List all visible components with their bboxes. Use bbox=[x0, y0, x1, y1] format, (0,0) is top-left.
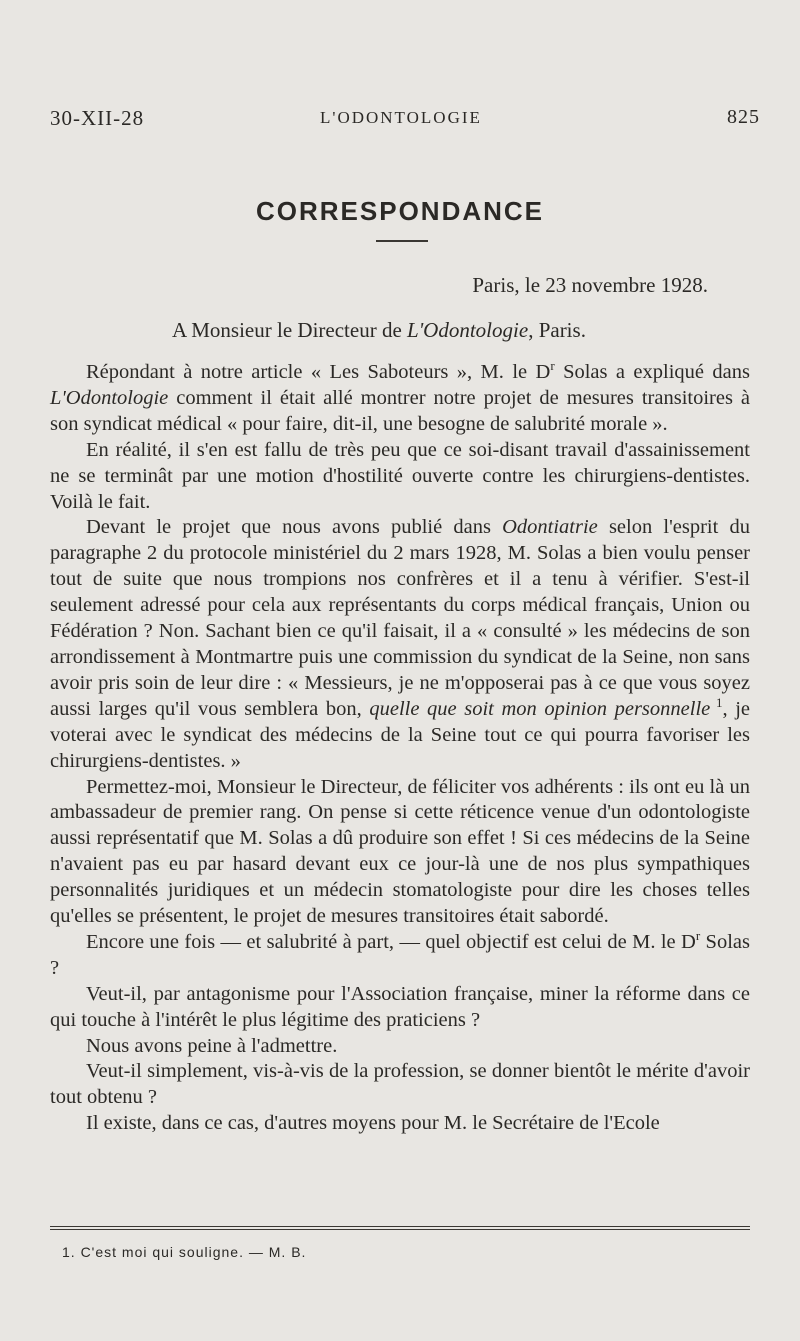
paragraph-6: Veut-il, par antagonisme pour l'Association française, miner la réforme dans ce qui touche à l'intérêt le plus légitime des praticiens ? bbox=[50, 982, 750, 1031]
paragraph-7: Nous avons peine à l'admettre. bbox=[86, 1034, 338, 1057]
paragraph-4: Permettez-moi, Monsieur le Directeur, de féliciter vos adhérents : ils ont eu là un ambassadeur de premier rang. On pense si cette réticence venue d'un odontologiste aussi représentatif que M. Solas a dû produire son effet ! Si ces médecins de la Seine n'avaient pas eu par hasard devant eux ce jour-là une de nos plus sympathiques personnalités juridiques et un médecin stomatologiste pour dire les choses telles qu'elles se présentent, le projet de mesures transitoires était sabordé. bbox=[50, 775, 750, 928]
title-divider bbox=[376, 240, 428, 242]
paragraph-text: , je voterai avec le syndicat des médecins de la Seine tout ce qui pourra favoriser les chirurgiens-dentistes. » bbox=[50, 697, 751, 772]
paragraph-2: En réalité, il s'en est fallu de très peu que ce soi-disant travail d'assainissement ne se terminât par une motion d'hostilité ouverte contre les chirurgiens-dentistes. Voilà le fait. bbox=[50, 438, 750, 513]
salutation-prefix: A Monsieur le Directeur de bbox=[172, 318, 408, 342]
salutation bbox=[172, 318, 586, 343]
paragraph-5 bbox=[50, 930, 750, 982]
paragraph-text: Solas ? bbox=[50, 930, 750, 979]
page-number: 825 bbox=[727, 106, 760, 128]
emphasized-quote: quelle que soit mon opinion personnelle bbox=[369, 697, 711, 720]
paragraph-text: comment il était allé montrer notre projet de mesures transitoires à son syndicat médical « pour faire, dit-il, une besogne de salubrité morale ». bbox=[50, 386, 750, 435]
letter-body bbox=[50, 360, 750, 1137]
paragraph-8: Veut-il simplement, vis-à-vis de la profession, se donner bientôt le mérite d'avoir tout obtenu ? bbox=[50, 1060, 750, 1109]
footnote: 1. C'est moi qui souligne. — M. B. bbox=[62, 1244, 307, 1260]
paragraph-text: Répondant à notre article « Les Saboteurs », M. le D bbox=[86, 361, 551, 383]
italic-title: L'Odontologie bbox=[50, 386, 169, 409]
paragraph-text: Devant le projet que nous avons publié dans bbox=[86, 516, 503, 539]
journal-name: L'ODONTOLOGIE bbox=[320, 108, 482, 127]
paragraph-3 bbox=[50, 515, 750, 774]
superscript: r bbox=[550, 358, 555, 374]
paragraph-text: Solas a expliqué dans bbox=[554, 361, 750, 383]
footnote-divider bbox=[50, 1229, 750, 1230]
paragraph-text: selon l'esprit du paragraphe 2 du protocole ministériel du 2 mars 1928, M. Solas a bien voulu penser tout de suite que nous trompions nos confrères et il a tenu à vérifier. S'est-il seulement adressé pour cela aux représentants du corps médical français, Union ou Fédération ? Non. Sachant bien ce qu'il faisait, il a « consulté » les médecins de son arrondissement à Montmartre puis une commission du syndicat de la Seine, non sans avoir pris soin de leur dire : « Messieurs, je ne m'opposerai pas à ce que vous soyez aussi larges qu'il vous semblera bon, bbox=[50, 516, 750, 720]
dateline: Paris, le 23 novembre 1928. bbox=[472, 273, 708, 297]
salutation-journal: L'Odontologie bbox=[407, 318, 529, 342]
footnote-marker: 1 bbox=[710, 694, 723, 710]
salutation-suffix: , Paris. bbox=[528, 318, 586, 342]
footnote-divider bbox=[50, 1226, 750, 1227]
paragraph-1 bbox=[50, 360, 750, 438]
italic-title: Odontiatrie bbox=[502, 516, 598, 539]
running-head bbox=[50, 106, 760, 136]
paragraph-9: Il existe, dans ce cas, d'autres moyens pour M. le Secrétaire de l'Ecole bbox=[86, 1112, 660, 1135]
section-title: CORRESPONDANCE bbox=[255, 196, 545, 226]
issue-date: 30-XII-28 bbox=[50, 106, 145, 130]
superscript: r bbox=[695, 928, 701, 944]
paragraph-text: Encore une fois — et salubrité à part, — quel objectif est celui de M. le D bbox=[86, 930, 696, 953]
